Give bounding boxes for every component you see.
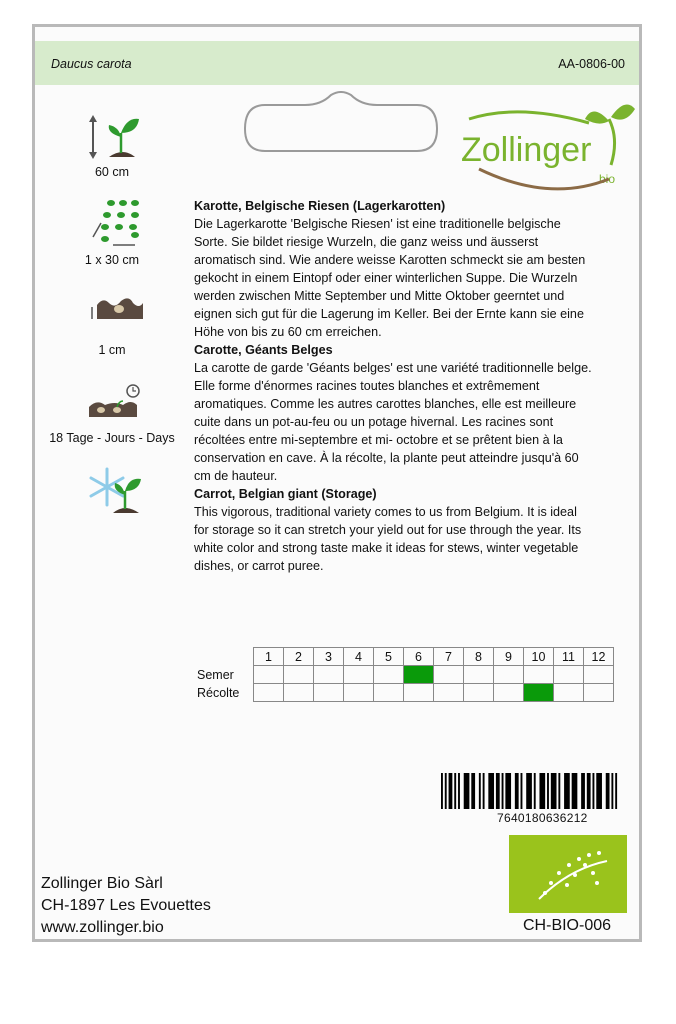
harvest-cell	[524, 684, 554, 702]
plant-spacing-icon	[91, 197, 145, 249]
sow-cell	[584, 666, 614, 684]
barcode-bar	[611, 773, 613, 809]
barcode-bar	[515, 773, 519, 809]
harvest-cell	[254, 684, 284, 702]
plant-height-icon	[87, 113, 147, 161]
barcode-bar	[445, 773, 447, 809]
harvest-cell	[284, 684, 314, 702]
month-cell: 2	[284, 648, 314, 666]
french-text: La carotte de garde 'Géants belges' est une variété traditionnelle belge. Elle forme d'énormes racines toutes blanches et extrêmement aromatiques. Comme les autres carottes blanches, elle est meilleure cuite dans un pot-au-feu ou un potage hivernal. Les racines sont récoltées entre mi-septembre et mi- octobre et se prêtent bien à la conservation en cave. À la récolte, la plante peut atteindre jusqu'à 60 cm de hauteur.	[194, 361, 592, 483]
spacing-label: 1 x 30 cm	[84, 253, 140, 267]
harvest-cell	[434, 684, 464, 702]
barcode-bar	[572, 773, 578, 809]
variety-description	[194, 197, 594, 575]
harvest-cell	[584, 684, 614, 702]
german-title: Karotte, Belgische Riesen (Lagerkarotten)	[194, 199, 446, 213]
barcode-bar	[558, 773, 560, 809]
month-cell: 9	[494, 648, 524, 666]
month-cell: 7	[434, 648, 464, 666]
organic-cert-code: CH-BIO-006	[523, 917, 612, 934]
barcode	[441, 773, 621, 809]
harvest-cell	[464, 684, 494, 702]
harvest-cell	[494, 684, 524, 702]
barcode-bar	[496, 773, 500, 809]
sow-cell	[494, 666, 524, 684]
harvest-cell	[554, 684, 584, 702]
germination-label: 18 Tage - Jours - Days	[49, 431, 175, 445]
company-address	[41, 873, 211, 939]
month-cell: 8	[464, 648, 494, 666]
barcode-bar	[526, 773, 532, 809]
french-title: Carotte, Géants Belges	[194, 343, 333, 357]
sow-cell	[254, 666, 284, 684]
barcode-bar	[615, 773, 617, 809]
english-title: Carrot, Belgian giant (Storage)	[194, 487, 377, 501]
month-cell: 11	[554, 648, 584, 666]
barcode-bar	[441, 773, 443, 809]
harvest-cell	[374, 684, 404, 702]
month-cell: 5	[374, 648, 404, 666]
hanger-hole-icon	[241, 91, 441, 153]
barcode-bar	[479, 773, 481, 809]
harvest-cell	[314, 684, 344, 702]
sow-cell	[284, 666, 314, 684]
barcode-bar	[471, 773, 475, 809]
svg-text:bio: bio	[599, 172, 616, 186]
barcode-bar	[534, 773, 536, 809]
seed-packet-back	[32, 24, 642, 942]
sow-cell	[554, 666, 584, 684]
barcode-bar	[606, 773, 610, 809]
barcode-bar	[488, 773, 494, 809]
sow-cell	[344, 666, 374, 684]
barcode-bar	[564, 773, 570, 809]
frost-hardy-icon	[87, 463, 143, 515]
sow-cell	[374, 666, 404, 684]
barcode-bar	[454, 773, 456, 809]
company-name: Zollinger Bio Sàrl	[41, 875, 163, 892]
article-code: AA-0806-00	[558, 57, 625, 71]
barcode-bar	[547, 773, 549, 809]
harvest-row	[254, 684, 614, 702]
svg-text:Zollinger: Zollinger	[461, 131, 592, 169]
month-cell: 12	[584, 648, 614, 666]
barcode-bar	[592, 773, 594, 809]
month-cell: 1	[254, 648, 284, 666]
english-text: This vigorous, traditional variety comes to us from Belgium. It is ideal for storage so it can stretch your yield out for use through the year. Its white color and strong taste make it ideas for stews, winter vegetable dishes, or carrot puree.	[194, 505, 582, 573]
barcode-bar	[483, 773, 485, 809]
harvest-cell	[404, 684, 434, 702]
barcode-bar	[449, 773, 453, 809]
barcode-bar	[458, 773, 460, 809]
barcode-number: 7640180636212	[497, 811, 588, 825]
harvest-cell	[344, 684, 374, 702]
depth-label: 1 cm	[98, 343, 126, 357]
harvest-label: Récolte	[197, 686, 240, 700]
height-label: 60 cm	[94, 165, 130, 179]
sow-cell	[464, 666, 494, 684]
barcode-bar	[505, 773, 511, 809]
month-cell: 10	[524, 648, 554, 666]
sow-cell	[524, 666, 554, 684]
company-website: www.zollinger.bio	[41, 919, 164, 936]
zollinger-logo	[459, 99, 639, 199]
sow-cell	[434, 666, 464, 684]
sowing-calendar	[253, 647, 614, 702]
barcode-bar	[464, 773, 470, 809]
sow-cell	[314, 666, 344, 684]
german-text: Die Lagerkarotte 'Belgische Riesen' ist eine traditionelle belgische Sorte. Sie bildet riesige Wurzeln, die ganz weiss und äusserst aromatisch sind. Wie andere weisse Karotten schmeckt sie am besten gekocht in einem Eintopf oder einer winterlichen Suppe. Die Wurzeln werden zwischen Mitte September und Mitte Oktober geerntet und eignen sich gut für die Lagerung im Keller. Bei der Ernte kann sie eine Höhe von bis zu 60 cm erreichen.	[194, 217, 586, 339]
month-header-row	[254, 648, 614, 666]
sowing-depth-icon	[89, 295, 145, 321]
barcode-bar	[587, 773, 591, 809]
barcode-bar	[539, 773, 545, 809]
month-cell: 6	[404, 648, 434, 666]
barcode-bar	[521, 773, 523, 809]
sow-cell	[404, 666, 434, 684]
barcode-bar	[581, 773, 585, 809]
barcode-bar	[502, 773, 504, 809]
sow-label: Semer	[197, 668, 234, 682]
month-cell: 3	[314, 648, 344, 666]
month-cell: 4	[344, 648, 374, 666]
barcode-bar	[551, 773, 557, 809]
germination-time-icon	[87, 383, 145, 419]
barcode-bar	[596, 773, 602, 809]
company-location: CH-1897 Les Evouettes	[41, 897, 211, 914]
latin-name: Daucus carota	[51, 57, 132, 71]
sow-row	[254, 666, 614, 684]
eu-organic-logo	[509, 835, 627, 913]
header-band	[35, 41, 639, 85]
